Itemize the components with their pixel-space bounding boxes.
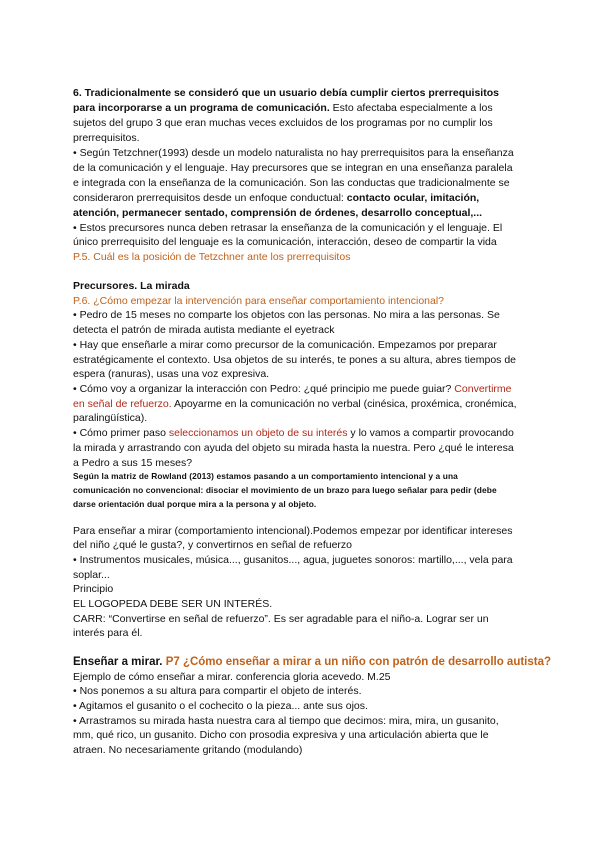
precursores-heading: Precursores. La mirada xyxy=(73,280,190,292)
section-6-line-8 xyxy=(73,191,479,205)
rowland-note-line-3: darse orientación dual porque mira a la persona y al objeto. xyxy=(73,499,317,509)
ensenar-mirar-heading-text: Enseñar a mirar. xyxy=(73,656,163,668)
section-6-line-2-rest: Esto afectaba especialmente a los xyxy=(329,102,493,114)
ensenar-mirar-line-5: mm, qué rico, un gusanito. Dicho con prosodia expresiva y una articulación abierta que le xyxy=(73,729,489,741)
section-6-line-11: único prerrequisito del lenguaje es la comunicación, interacción, deseo de compartir la vida xyxy=(73,236,497,248)
section-6-line-8-bold: contacto ocular, imitación, xyxy=(343,192,480,204)
precursores-line-7 xyxy=(73,397,517,411)
section-6-line-6: de la comunicación y el lenguaje. Hay precursores que se integran en una enseñanza paralela xyxy=(73,162,513,174)
precursores-line-5: espera (ranuras), usas una voz expresiva. xyxy=(73,368,270,380)
rowland-note-line-1: Según la matriz de Rowland (2013) estamos pasando a un comportamiento intencional y a una xyxy=(73,471,458,481)
precursores-line-2: detecta el patrón de mirada autista mediante el eyetrack xyxy=(73,324,335,336)
section-6-line-9: atención, permanecer sentado, comprensión de órdenes, desarrollo conceptual,... xyxy=(73,207,483,219)
precursores-line-3: • Hay que enseñarle a mirar como precursor de la comunicación. Empezamos por preparar xyxy=(73,339,497,351)
precursores-line-9 xyxy=(73,426,514,440)
precursores-line-4: estratégicamente el contexto. Usa objetos de su interés, te pones a su altura, abres tiempos de xyxy=(73,354,517,366)
carr-line-1: CARR: “Convertirse en señal de refuerzo”. Es ser agradable para el niño-a. Lograr ser un xyxy=(73,613,489,625)
ensenar-line-2: del niño ¿qué le gusta?, y convertirnos en señal de refuerzo xyxy=(73,539,353,551)
ensenar-mirar-line-4: • Arrastramos su mirada hasta nuestra cara al tiempo que decimos: mira, mira, un gusanito, xyxy=(73,715,499,727)
precursores-line-7-text: Apoyarme en la comunicación no verbal (cinésica, proxémica, cronémica, xyxy=(171,398,517,410)
ensenar-line-3: • Instrumentos musicales, música..., gusanitos..., agua, juguetes sonoros: martillo,..., vela para xyxy=(73,554,513,566)
section-6-line-8-text: consideraron prerrequisitos desde un enfoque conductual: xyxy=(73,192,344,204)
section-6-line-1: 6. Tradicionalmente se consideró que un usuario debía cumplir ciertos prerrequisitos xyxy=(73,87,499,99)
ensenar-line-4: soplar... xyxy=(73,569,110,581)
section-6-line-4: prerrequisitos. xyxy=(73,132,140,144)
ensenar-mirar-line-3: • Agitamos el gusanito o el cochecito o la pieza... ante sus ojos. xyxy=(73,700,368,712)
carr-line-2: interés para él. xyxy=(73,627,143,639)
highlight-objeto-interes: seleccionamos un objeto de su interés xyxy=(165,427,348,439)
precursores-line-9-text-1: • Cómo primer paso xyxy=(73,427,166,439)
rowland-note-line-2: comunicación no convencional: disociar el movimiento de un brazo para luego señalar para pedir (debe xyxy=(73,485,497,495)
section-6-line-7: e integrada con la enseñanza de la comunicación. Son las conductas que tradicionalmente se xyxy=(73,177,510,189)
section-6-line-3: sujetos del grupo 3 que eran muchas veces excluidos de los programas por no cumplir los xyxy=(73,117,493,129)
principio-label: Principio xyxy=(73,583,114,595)
ensenar-mirar-heading xyxy=(73,655,551,669)
section-6-line-10: • Estos precursores nunca deben retrasar la enseñanza de la comunicación y el lenguaje. El xyxy=(73,222,503,234)
question-p7: P7 ¿Cómo enseñar a mirar a un niño con patrón de desarrollo autista? xyxy=(162,656,552,668)
precursores-line-9-text-2: y lo vamos a compartir provocando xyxy=(347,427,514,439)
ensenar-mirar-line-1: Ejemplo de cómo enseñar a mirar. conferencia gloria acevedo. M.25 xyxy=(73,671,391,683)
ensenar-mirar-line-6: atraen. No necesariamente gritando (modulando) xyxy=(73,744,303,756)
question-p5: P.5. Cuál es la posición de Tetzchner ante los prerrequisitos xyxy=(73,251,351,263)
precursores-line-6-text: • Cómo voy a organizar la interacción con Pedro: ¿qué principio me puede guiar? xyxy=(73,383,452,395)
section-6-line-5: • Según Tetzchner(1993) desde un modelo naturalista no hay prerrequisitos para la enseñanza xyxy=(73,147,514,159)
precursores-line-8: paralingüística). xyxy=(73,412,148,424)
principio-statement: EL LOGOPEDA DEBE SER UN INTERÉS. xyxy=(73,598,273,610)
ensenar-line-1: Para enseñar a mirar (comportamiento intencional).Podemos empezar por identificar intereses xyxy=(73,525,513,537)
ensenar-mirar-line-2: • Nos ponemos a su altura para compartir el objeto de interés. xyxy=(73,685,362,697)
precursores-line-11: a Pedro a sus 15 meses? xyxy=(73,457,193,469)
precursores-line-6 xyxy=(73,382,512,396)
precursores-line-10: la mirada y arrastrando con ayuda del objeto su mirada hasta la nuestra. Pero ¿qué le interesa xyxy=(73,442,514,454)
highlight-convertirme: Convertirme xyxy=(451,383,512,395)
question-p6: P.6. ¿Cómo empezar la intervención para enseñar comportamiento intencional? xyxy=(73,295,445,307)
section-6-bold-phrase: para incorporarse a un programa de comunicación. xyxy=(73,102,330,114)
precursores-line-1: • Pedro de 15 meses no comparte los objetos con las personas. No mira a las personas. Se xyxy=(73,309,500,321)
section-6-line-2 xyxy=(73,101,493,115)
highlight-senal-refuerzo: en señal de refuerzo. xyxy=(73,398,172,410)
